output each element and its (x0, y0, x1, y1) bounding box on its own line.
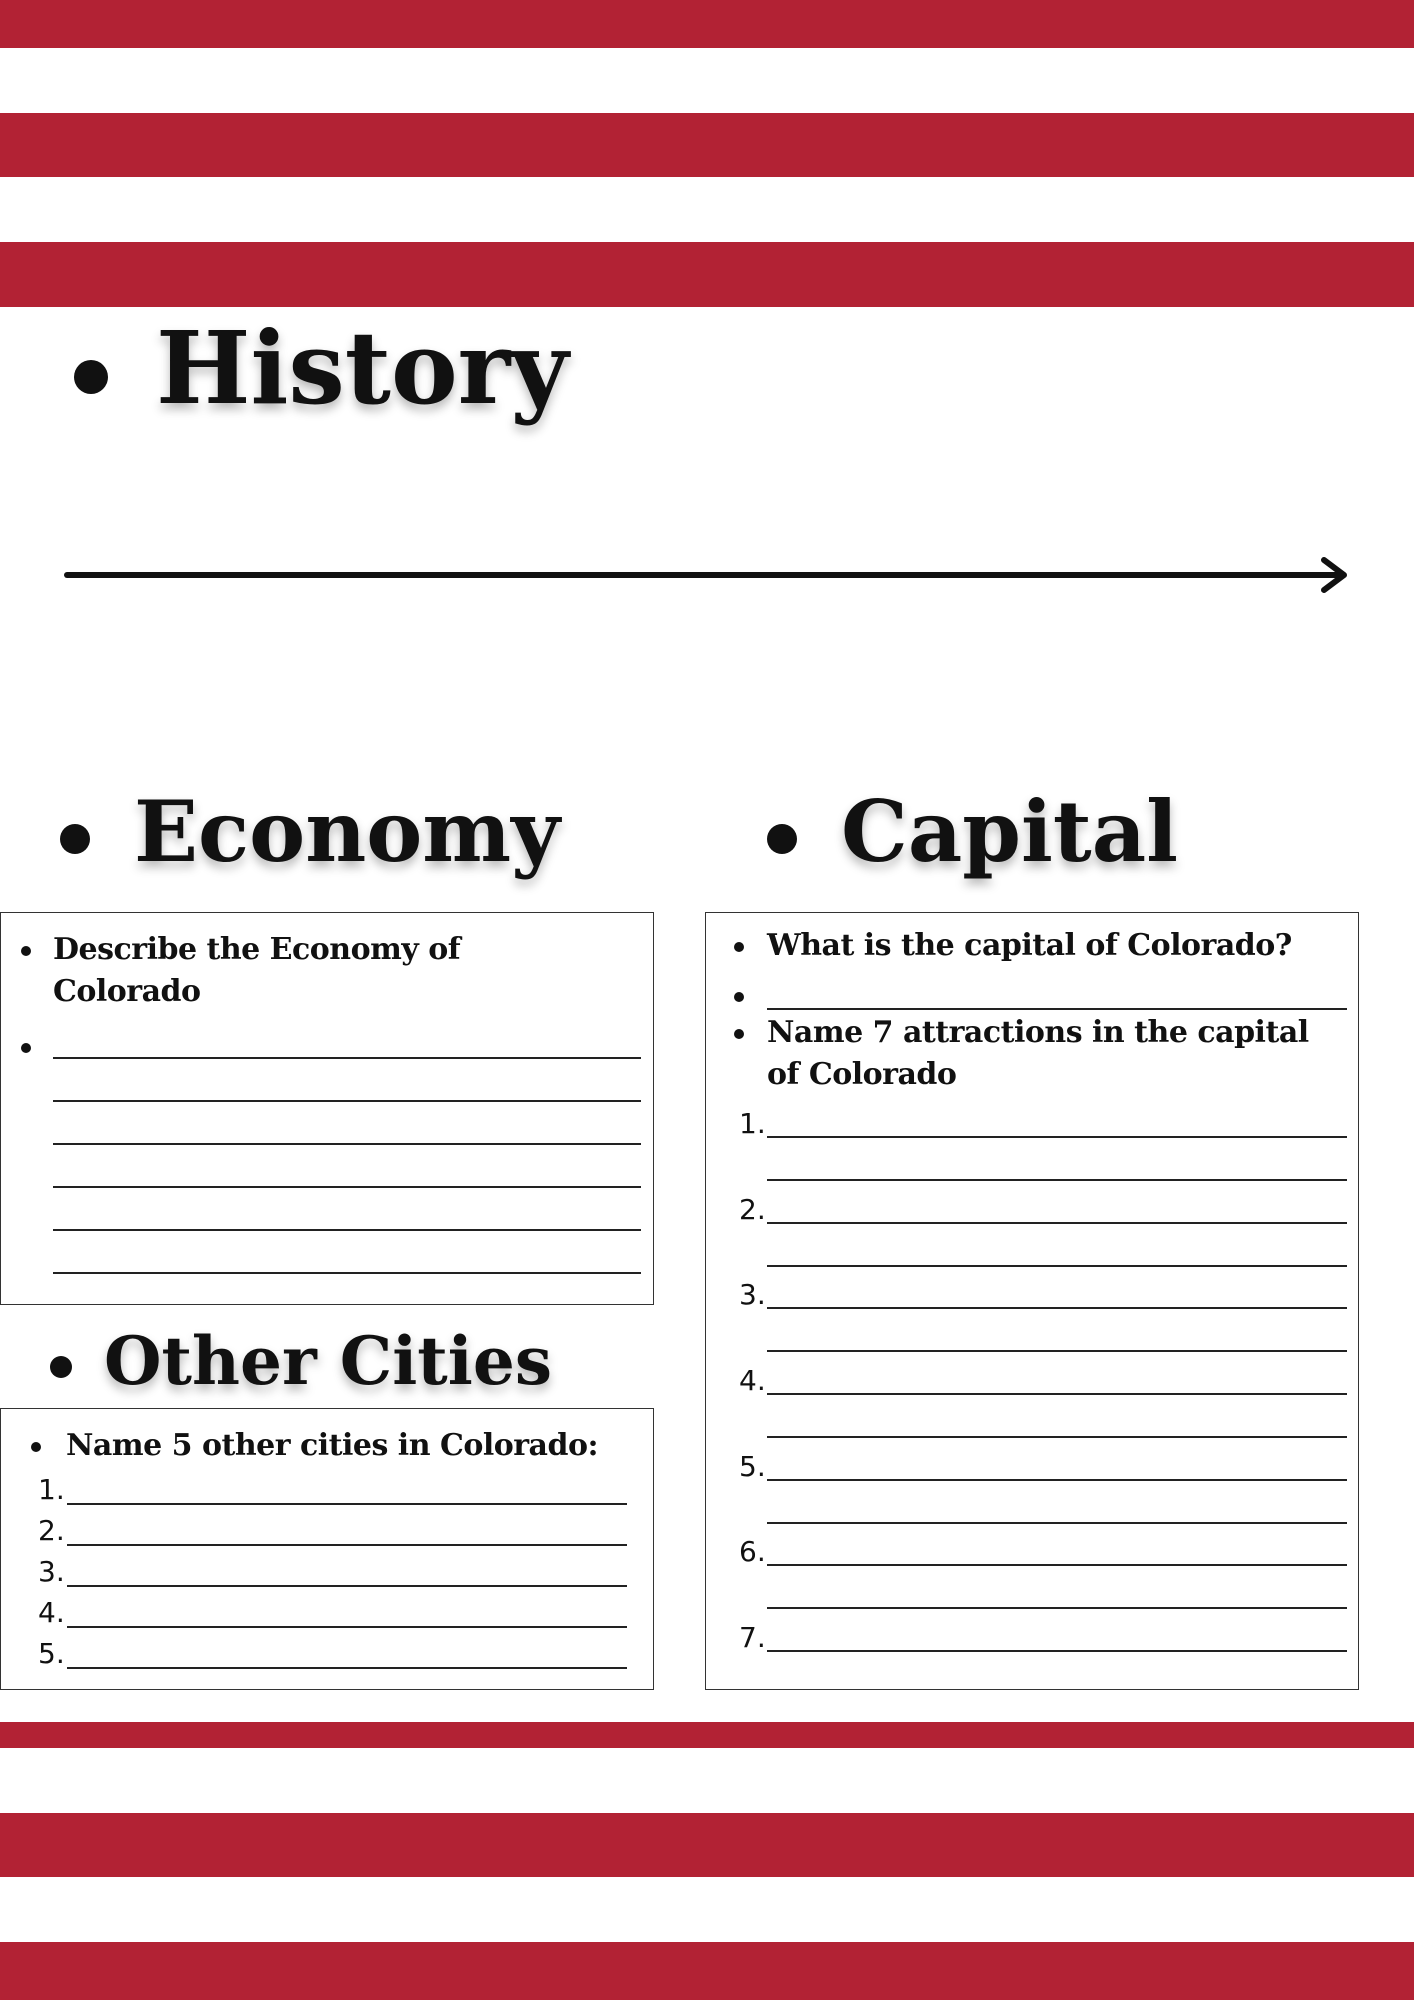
capital-line-7a[interactable] (767, 1650, 1347, 1652)
economy-answer-line-5[interactable] (53, 1229, 641, 1231)
economy-box (0, 912, 654, 1305)
bottom-stripe-3 (0, 1942, 1414, 2000)
other-cities-number-5: 5. (38, 1637, 65, 1670)
capital-number-7: 7. (739, 1621, 766, 1654)
other-cities-title: Other Cities (104, 1322, 553, 1400)
top-stripe-2 (0, 113, 1414, 177)
capital-line-5b[interactable] (767, 1522, 1347, 1524)
capital-answer-bullet (734, 992, 744, 1002)
economy-question-line2: Colorado (53, 974, 201, 1009)
other-cities-line-2[interactable] (67, 1544, 627, 1546)
other-cities-heading (50, 1322, 553, 1400)
capital-question2-line1: Name 7 attractions in the capital (767, 1015, 1309, 1050)
other-cities-line-3[interactable] (67, 1585, 627, 1587)
history-heading (74, 309, 569, 427)
timeline-arrow-icon (60, 555, 1360, 595)
other-cities-number-1: 1. (38, 1473, 65, 1506)
capital-line-4a[interactable] (767, 1393, 1347, 1395)
capital-line-4b[interactable] (767, 1436, 1347, 1438)
economy-answer-bullet (21, 1043, 31, 1053)
capital-line-6a[interactable] (767, 1564, 1347, 1566)
capital-question1: What is the capital of Colorado? (767, 928, 1292, 963)
capital-line-2b[interactable] (767, 1265, 1347, 1267)
economy-answer-line-1[interactable] (53, 1057, 641, 1059)
capital-heading (767, 782, 1179, 881)
economy-answer-line-2[interactable] (53, 1100, 641, 1102)
capital-title: Capital (841, 782, 1179, 881)
capital-number-1: 1. (739, 1107, 766, 1140)
other-cities-question: Name 5 other cities in Colorado: (66, 1428, 599, 1463)
capital-line-1a[interactable] (767, 1136, 1347, 1138)
economy-answer-line-4[interactable] (53, 1186, 641, 1188)
capital-bullet (767, 824, 797, 854)
capital-number-6: 6. (739, 1535, 766, 1568)
capital-line-6b[interactable] (767, 1607, 1347, 1609)
other-cities-number-3: 3. (38, 1555, 65, 1588)
capital-question2-line2: of Colorado (767, 1057, 957, 1092)
economy-question-bullet (21, 946, 31, 956)
capital-number-2: 2. (739, 1193, 766, 1226)
economy-heading (60, 782, 560, 881)
capital-question2-bullet (734, 1029, 744, 1039)
capital-line-3a[interactable] (767, 1307, 1347, 1309)
top-stripe-3 (0, 242, 1414, 307)
capital-box (705, 912, 1359, 1690)
economy-title: Economy (134, 782, 560, 881)
capital-number-5: 5. (739, 1450, 766, 1483)
other-cities-number-4: 4. (38, 1596, 65, 1629)
capital-question1-bullet (734, 942, 744, 952)
history-bullet (74, 360, 108, 394)
other-cities-line-1[interactable] (67, 1503, 627, 1505)
other-cities-box (0, 1408, 654, 1690)
other-cities-question-bullet (31, 1442, 41, 1452)
other-cities-number-2: 2. (38, 1514, 65, 1547)
economy-bullet (60, 824, 90, 854)
capital-line-5a[interactable] (767, 1479, 1347, 1481)
capital-number-4: 4. (739, 1364, 766, 1397)
economy-question-line1: Describe the Economy of (53, 932, 461, 967)
top-stripe-1 (0, 0, 1414, 48)
other-cities-line-4[interactable] (67, 1626, 627, 1628)
capital-answer-line[interactable] (767, 1008, 1347, 1010)
capital-line-1b[interactable] (767, 1179, 1347, 1181)
history-title: History (156, 309, 569, 427)
economy-answer-line-6[interactable] (53, 1272, 641, 1274)
other-cities-line-5[interactable] (67, 1667, 627, 1669)
capital-line-2a[interactable] (767, 1222, 1347, 1224)
economy-answer-line-3[interactable] (53, 1143, 641, 1145)
bottom-stripe-2 (0, 1813, 1414, 1877)
other-cities-bullet (50, 1356, 72, 1378)
bottom-stripe-1 (0, 1722, 1414, 1748)
capital-line-3b[interactable] (767, 1350, 1347, 1352)
capital-number-3: 3. (739, 1278, 766, 1311)
